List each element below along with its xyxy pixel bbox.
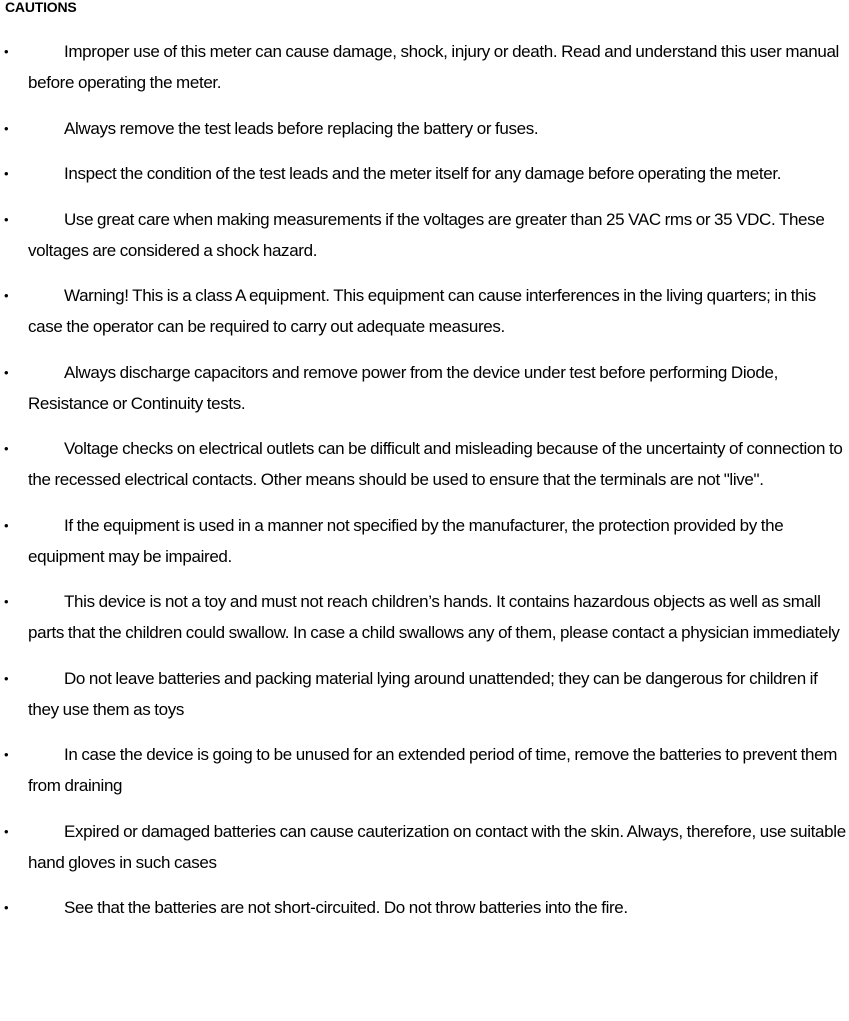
bullet-icon: • — [4, 823, 9, 839]
list-item-text: Warning! This is a class A equipment. This equipment can cause interferences in the living quarters; in this case the operator can be required to carry out adequate measures. — [28, 286, 816, 336]
bullet-icon: • — [4, 364, 9, 380]
list-item-text: Expired or damaged batteries can cause cauterization on contact with the skin. Always, therefore, use suitable hand gloves in such cases — [28, 821, 846, 872]
section-heading: CAUTIONS — [5, 0, 77, 15]
list-item — [0, 204, 849, 266]
bullet-icon: • — [4, 747, 9, 762]
list-item — [0, 663, 849, 725]
list-item-text: This device is not a toy and must not reach children’s hands. It contains hazardous objects as well as small parts that the children could swallow. In case a child swallows any of them, please contact a physician immediately — [28, 592, 840, 642]
list-item — [0, 510, 849, 572]
list-item — [0, 816, 849, 878]
bullet-icon: • — [4, 166, 9, 181]
list-item — [0, 739, 849, 801]
bullet-icon: • — [4, 594, 9, 609]
list-item-text: Always discharge capacitors and remove power from the device under test before performing Diode, Resistance or Continuity tests. — [28, 362, 778, 413]
list-item — [0, 158, 849, 189]
list-item-text: If the equipment is used in a manner not specified by the manufacturer, the protection provided by the equipment may be impaired. — [28, 515, 784, 566]
bullet-icon: • — [4, 120, 9, 136]
list-item — [0, 36, 849, 98]
bullet-icon: • — [4, 517, 9, 533]
list-item-text: Always remove the test leads before replacing the battery or fuses. — [64, 118, 539, 138]
bullet-icon: • — [4, 288, 9, 303]
list-item-text: Improper use of this meter can cause damage, shock, injury or death. Read and understand this user manual before operating the meter. — [28, 42, 839, 92]
bullet-icon: • — [4, 211, 9, 227]
list-item — [0, 280, 849, 342]
list-item — [0, 113, 849, 144]
list-item-text: Use great care when making measurements if the voltages are greater than 25 VAC rms or 35 VDC. These voltages are considered a shock hazard. — [28, 209, 825, 260]
bullet-icon: • — [4, 900, 9, 915]
list-item — [0, 586, 849, 648]
bullet-icon: • — [4, 44, 9, 59]
list-item-text: Inspect the condition of the test leads and the meter itself for any damage before operating the meter. — [64, 164, 782, 183]
list-item-text: Do not leave batteries and packing material lying around unattended; they can be dangerous for children if they use them as toys — [28, 668, 818, 719]
list-item-text: In case the device is going to be unused for an extended period of time, remove the batteries to prevent them from draining — [28, 745, 838, 795]
list-item — [0, 433, 849, 495]
list-item-text: Voltage checks on electrical outlets can be difficult and misleading because of the uncertainty of connection to the recessed electrical contacts. Other means should be used to ensure that the terminals are not "live". — [28, 439, 843, 489]
bullet-icon: • — [4, 441, 9, 456]
bullet-icon: • — [4, 670, 9, 686]
list-item-text: See that the batteries are not short-circuited. Do not throw batteries into the fire. — [64, 898, 628, 917]
cautions-list — [0, 36, 849, 938]
list-item — [0, 357, 849, 419]
list-item — [0, 892, 849, 923]
